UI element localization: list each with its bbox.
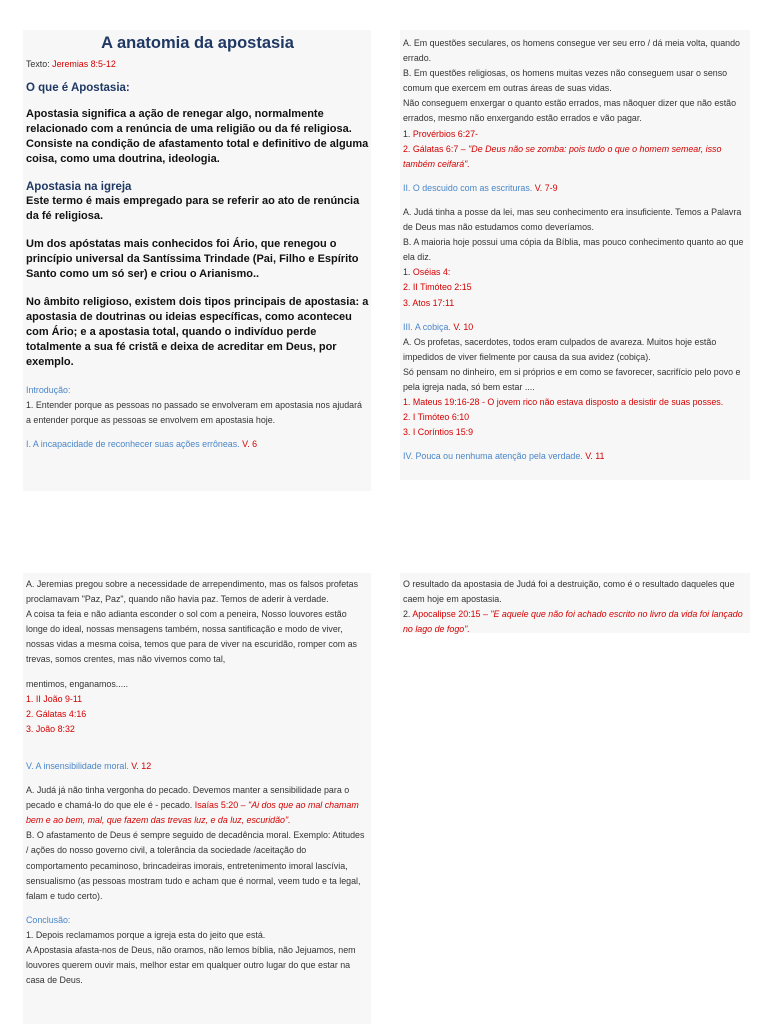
page-2 (400, 30, 750, 480)
section-4-verse: V. 11 (582, 451, 605, 462)
section-5-title: V. A insensibilidade moral. (26, 760, 129, 771)
section-1-verse: V. 6 (239, 439, 258, 450)
section-1-point-c: Não conseguem enxergar o quanto estão errados, mas nãoquer dizer que não estão errados, mesmo não enxergando estão errados e vão pagar. (403, 98, 737, 124)
section-5-point-a (26, 783, 369, 828)
conclusion-point-1: 1. Depois reclamamos porque a igreja esta do jeito que está. (26, 929, 266, 940)
section-4-ref-1: 1. II João 9-11 (26, 693, 83, 704)
introduction-text: 1. Entender porque as pessoas no passado se envolveram em apostasia nos ajudará a entender porque as pessoas se envolvem em apostasia hoje. (26, 400, 362, 426)
section-3-verse: V. 10 (450, 321, 474, 332)
ref-proverbios: Provérbios 6:27- (412, 128, 478, 139)
conclusion-point-2: A Apostasia afasta-nos de Deus, não oramos, não lemos bíblia, não Jejuamos, nem louvores querem ouvir mais, melhor estar em qualquer outro lugar do que estar na casa de Deus. (26, 944, 356, 986)
page-4 (400, 573, 750, 633)
ref-galatas: Gálatas 6:7 – (412, 143, 469, 154)
heading-o-que-e-apostasia: O que é Apostasia: (26, 82, 130, 94)
igreja-paragraph-2: Um dos apóstatas mais conhecidos foi Ário, que renegou o princípio universal da Santíssima Trindade (Pai, Filho e Espírito Santo como um só ser) e criou o Arianismo.. (26, 238, 359, 280)
igreja-paragraph-3: No âmbito religioso, existem dois tipos principais de apostasia: a apostasia de doutrinas ou ideias específicas, como aconteceu com Ário; e a apostasia total, quando o indivíduo perde totalmente a sua fé cristã e deixa de acreditar em Deus, por exemplo. (26, 296, 369, 368)
ref-galatas-quote: "De Deus não se zomba: pois tudo o que o homem semear, isso também ceifará". (403, 143, 722, 169)
ref-apocalipse-quote: "E aquele que não foi achado escrito no livro da vida foi lançado no lago de fogo". (403, 609, 743, 635)
section-1-ref-1 (403, 127, 748, 142)
texto-label: Texto: (26, 59, 50, 69)
result-ref (403, 607, 748, 637)
page-3 (23, 573, 371, 1024)
section-4-heading (403, 449, 748, 464)
section-5-point-a-text: A. Judá já não tinha vergonha do pecado. Devemos manter a sensibilidade para o pecado e chamá-lo do que ele é - pecado. (26, 785, 350, 811)
section-4-title: IV. Pouca ou nenhuma atenção pela verdade. (403, 451, 583, 462)
ref-number: 1. (403, 267, 413, 278)
ref-isaias-quote: "Ai dos que ao mal chamam bem e ao bem, mal, que fazem das trevas luz, e da luz, escuridão". (26, 800, 359, 826)
ref-apocalipse: Apocalipse 20:15 – (412, 609, 491, 620)
section-1-title: I. A incapacidade de reconhecer suas ações errôneas. (26, 439, 240, 450)
section-2-title: II. O descuido com as escrituras. (403, 182, 533, 193)
section-3-ref-2: 2. I Timóteo 6:10 (403, 412, 470, 423)
section-5-verse: V. 12 (128, 760, 152, 771)
definition-paragraph-2: Consiste na condição de afastamento total e definitivo de alguma coisa, como uma doutrina, ideologia. (26, 138, 369, 165)
section-2-ref-2: 2. II Timóteo 2:15 (403, 282, 472, 293)
ref-number: 2. (403, 609, 413, 620)
section-1-ref-2 (403, 142, 748, 172)
introduction-label: Introdução: (26, 385, 71, 395)
definition-paragraph-1: Apostasia significa a ação de renegar algo, normalmente relacionado com a renúncia de uma religião ou da fé religiosa. (26, 108, 352, 135)
section-3-heading (403, 320, 748, 335)
section-4-ref-3: 3. João 8:32 (26, 723, 75, 734)
section-3-ref-3: 3. I Coríntios 15:9 (403, 427, 474, 438)
conclusion-label: Conclusão: (26, 914, 71, 925)
heading-apostasia-na-igreja: Apostasia na igreja (26, 181, 132, 193)
section-4-point-a: A. Jeremias pregou sobre a necessidade de arrependimento, mas os falsos profetas proclamavam "Paz, Paz", quando não havia paz. Temos de aderir à verdade. (26, 579, 359, 605)
section-3-ref-1: 1. Mateus 19:16-28 - O jovem rico não estava disposto a desistir de suas posses. (403, 397, 724, 408)
ref-number: 1. (403, 128, 413, 139)
section-3-title: III. A cobiça. (403, 321, 451, 332)
section-3-point-b: Só pensam no dinheiro, em si próprios e em como se favorecer, sacrifício pelo povo e pela igreja nada, só bem estar .... (403, 366, 741, 392)
texto-reference: Jeremias 8:5-12 (52, 59, 116, 69)
ref-isaias: Isaías 5:20 – (194, 800, 249, 811)
ref-number: 2. (403, 143, 413, 154)
section-5-heading (26, 759, 369, 774)
section-1-point-b: B. Em questões religiosas, os homens muitas vezes não conseguem usar o senso comum que exercem em outras áreas de suas vidas. (403, 68, 728, 94)
section-2-ref-3: 3. Atos 17:11 (403, 297, 455, 308)
igreja-paragraph-1: Este termo é mais empregado para se referir ao ato de renúncia da fé religiosa. (26, 195, 360, 222)
section-2-point-b: B. A maioria hoje possui uma cópia da Bíblia, mas pouco conhecimento quanto ao que ela diz. (403, 237, 744, 263)
texto-line (26, 58, 369, 71)
ref-oseias: Oséias 4: (412, 267, 451, 278)
page-1 (23, 30, 371, 491)
section-2-heading (403, 181, 748, 196)
page-title: A anatomia da apostasia (101, 34, 294, 52)
section-4-point-c: mentimos, enganamos..... (26, 678, 129, 689)
section-2-ref-1 (403, 265, 748, 280)
section-5-point-b: B. O afastamento de Deus é sempre seguido de decadência moral. Exemplo: Atitudes / ações do nosso governo civil, a tolerância da sociedade /aceitação do comportamento pecaminoso, brincadeiras imorais, entretenimento imoral lascívia, sensualismo (as pessoas mostram tudo e acham que é normal, veem tudo e ta legal, falam e tudo certo). (26, 830, 365, 901)
section-1-point-a: A. Em questões seculares, os homens consegue ver seu erro / dá meia volta, quando errado. (403, 38, 740, 64)
section-2-point-a: A. Judá tinha a posse da lei, mas seu conhecimento era insuficiente. Temos a Palavra de Deus mas não estudamos como deveríamos. (403, 206, 742, 233)
section-2-verse: V. 7-9 (532, 182, 558, 193)
section-4-ref-2: 2. Gálatas 4:16 (26, 708, 87, 719)
section-1-heading (26, 437, 369, 452)
section-3-point-a: A. Os profetas, sacerdotes, todos eram culpados de avareza. Muitos hoje estão impedidos de viver fielmente por causa da sua avidez (cobiça). (403, 336, 717, 362)
section-4-point-b: A coisa ta feia e não adianta esconder o sol com a peneira, Nosso louvores estão longe do ideal, nossas mensagens também, nossa santificação e modo de viver, nossas vidas a mesma coisa, temos que para de viver na escuridão, romper com as trevas, somos crentes, mas não vivemos como tal, (26, 609, 357, 665)
result-paragraph: O resultado da apostasia de Judá foi a destruição, como é o resultado daqueles que caem hoje em apostasia. (403, 579, 735, 605)
